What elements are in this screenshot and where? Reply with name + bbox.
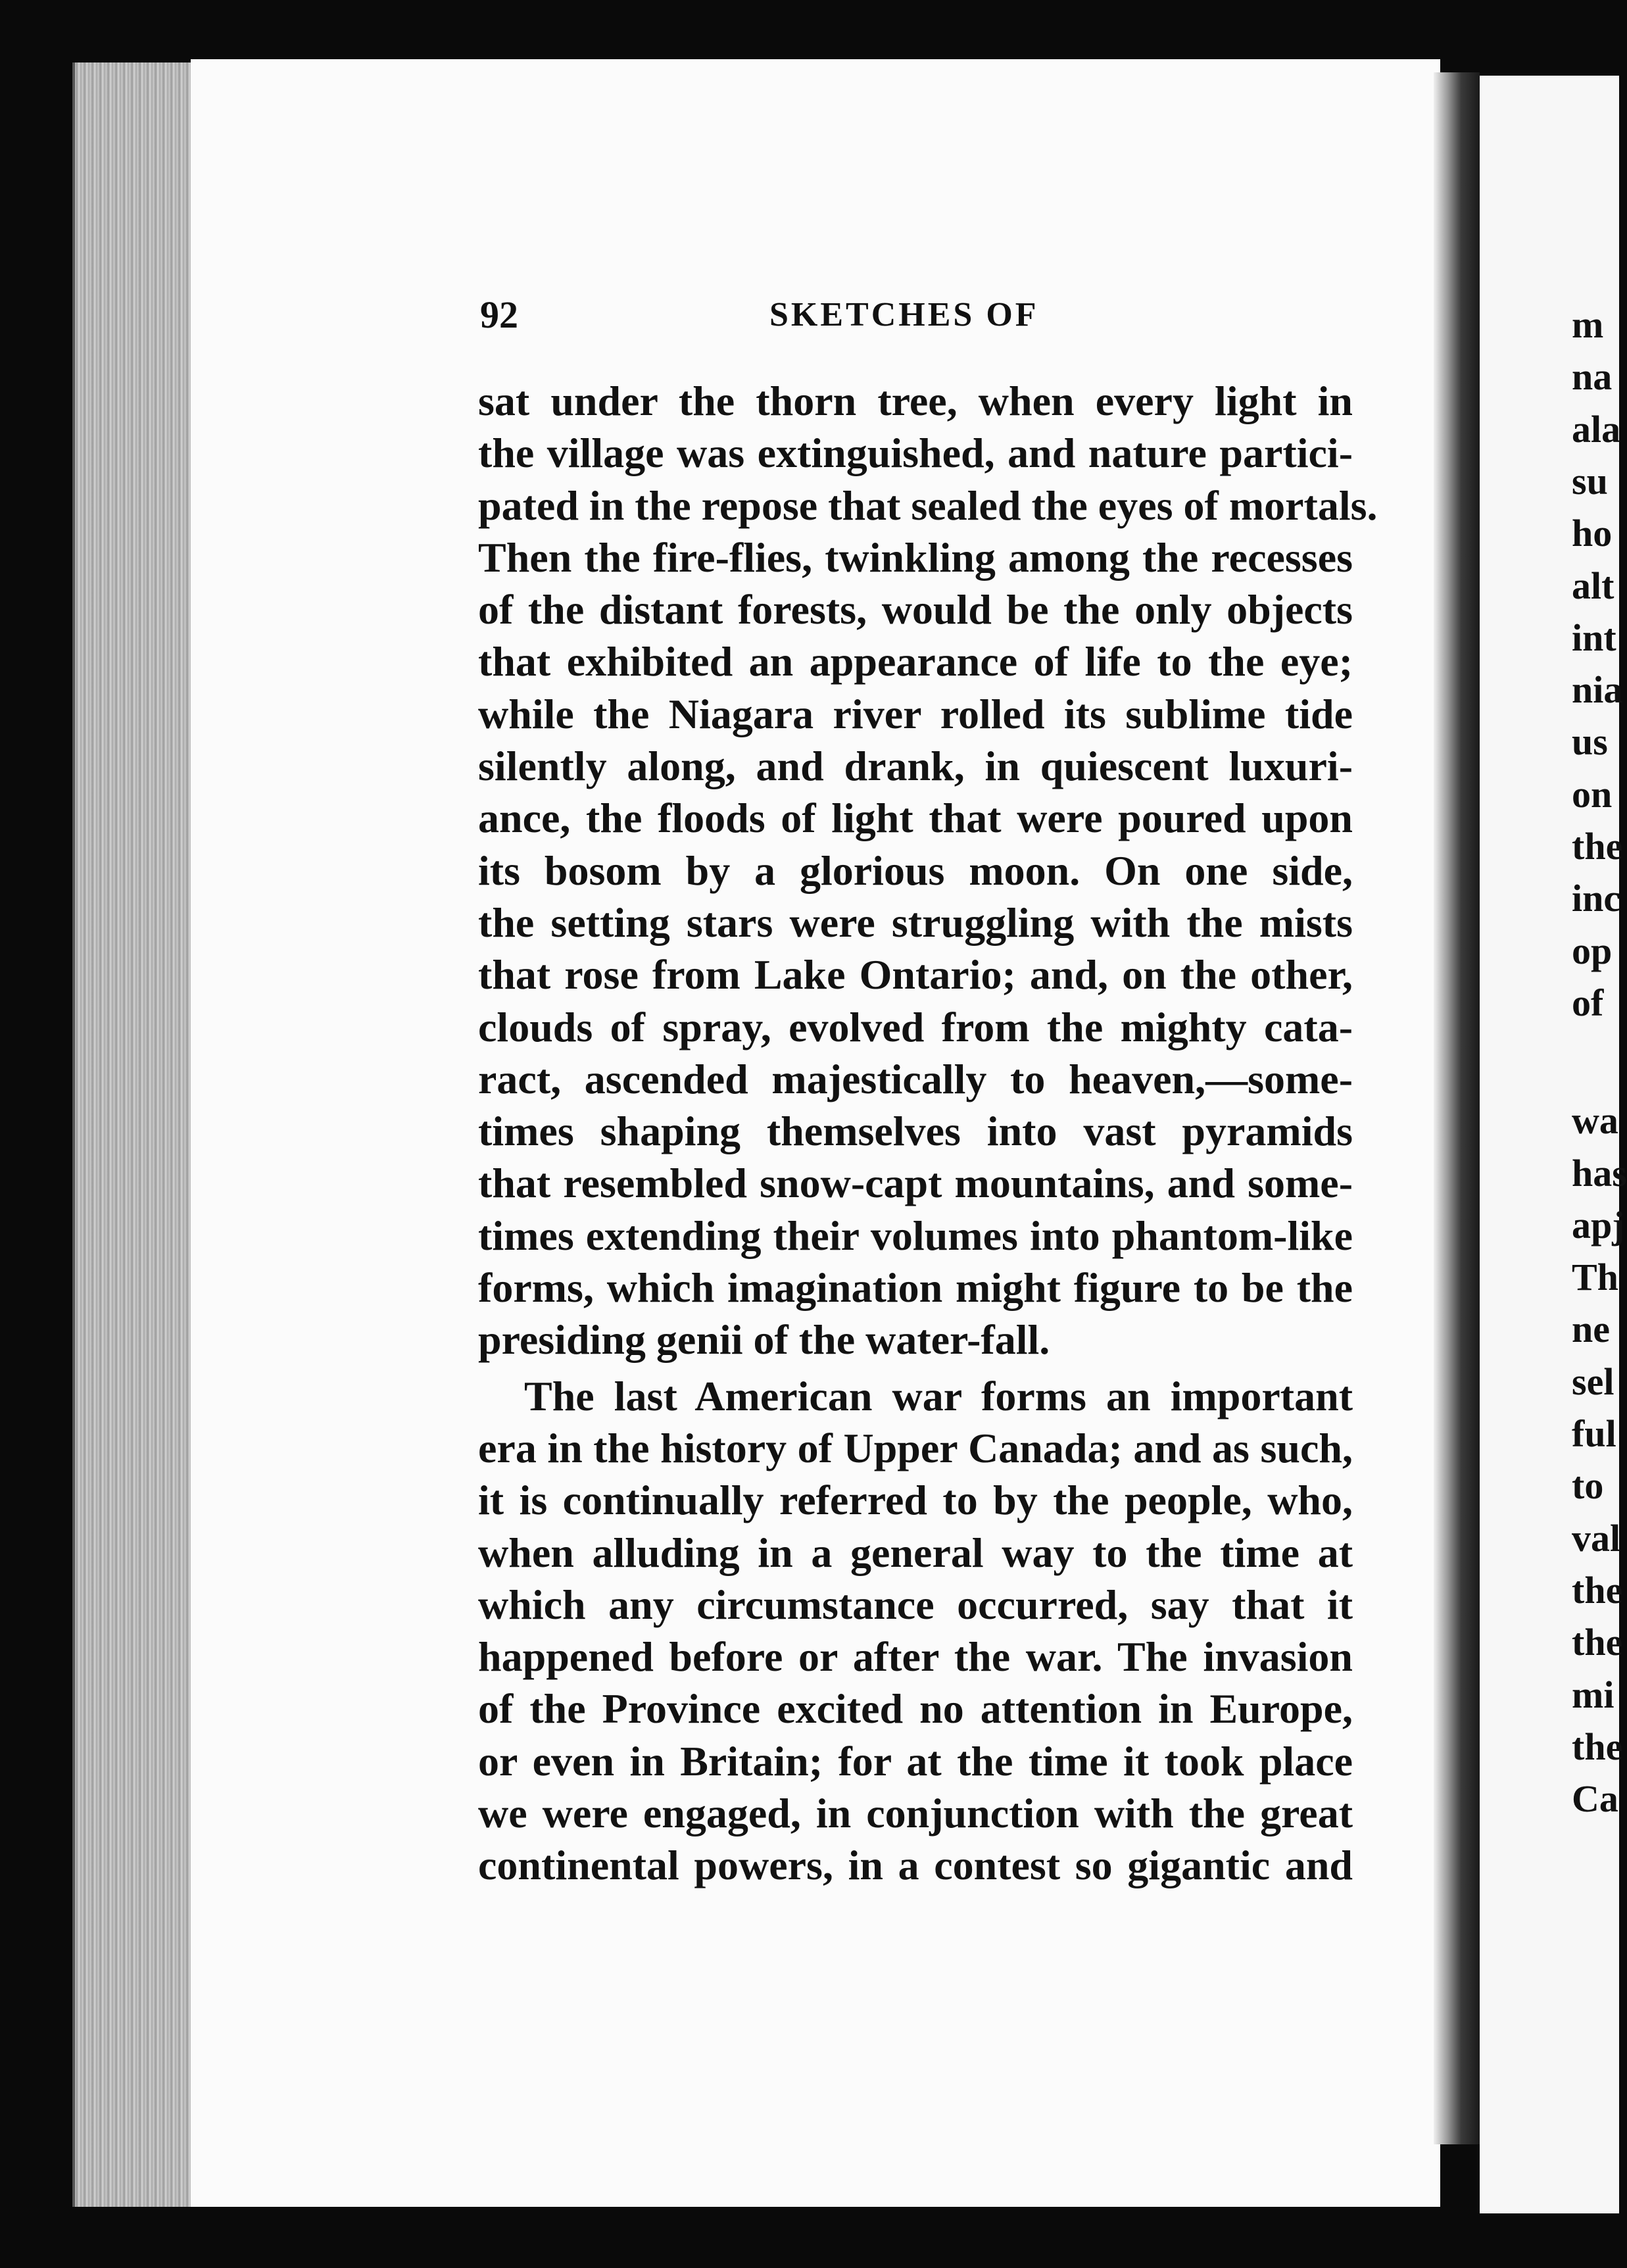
body-text — [478, 375, 1378, 1892]
text-line: silently along, and drank, in quiescent luxuri- — [478, 743, 1353, 790]
next-page-text-fragment: nia — [1572, 668, 1623, 712]
next-page-text-fragment: inc — [1572, 877, 1621, 920]
next-page-text-fragment: val — [1572, 1516, 1621, 1560]
next-page-text-fragment: the — [1572, 825, 1623, 868]
next-page-text-fragment: Th — [1572, 1256, 1618, 1299]
text-line: ance, the floods of light that were poured upon — [478, 795, 1353, 842]
text-line: or even in Britain; for at the time it took place — [478, 1737, 1353, 1785]
next-page-text-fragment: to — [1572, 1464, 1604, 1508]
next-page-text-fragment: Ca — [1572, 1777, 1618, 1821]
book-fore-edge — [72, 62, 200, 2207]
next-page-text-fragment: mi — [1572, 1673, 1615, 1716]
next-page-text-fragment: the — [1572, 1621, 1623, 1664]
text-line: that resembled snow-capt mountains, and some- — [478, 1160, 1353, 1207]
text-line: pated in the repose that sealed the eyes of mortals. — [478, 481, 1378, 529]
next-page-text-fragment: the — [1572, 1725, 1623, 1768]
text-line: forms, which imagination might figure to be the — [478, 1264, 1353, 1312]
next-page-text-fragment: on — [1572, 772, 1613, 816]
next-page-text-fragment: ne — [1572, 1308, 1610, 1351]
text-line: Then the fire-flies, twinkling among the recesses — [478, 533, 1353, 581]
next-page-text-fragment: the — [1572, 1568, 1623, 1612]
next-page-text-fragment: us — [1572, 720, 1608, 764]
text-line: The last American war forms an important — [524, 1372, 1353, 1419]
text-line: the village was extinguished, and nature partici- — [478, 430, 1353, 477]
text-line: we were engaged, in conjunction with the great — [478, 1790, 1353, 1837]
next-page-text-fragment: ho — [1572, 512, 1613, 555]
text-line: its bosom by a glorious moon. On one side, — [478, 847, 1353, 894]
next-page-text-fragment: wa — [1572, 1099, 1618, 1143]
page-number: 92 — [480, 293, 518, 336]
next-page-text-fragment: ala — [1572, 407, 1621, 451]
next-page-text-fragment: int — [1572, 616, 1616, 659]
next-page-text-fragment: alt — [1572, 564, 1615, 607]
text-line: clouds of spray, evolved from the mighty cata- — [478, 1003, 1353, 1050]
next-page-text-fragment: m — [1572, 303, 1604, 346]
text-line: happened before or after the war. The invasion — [478, 1633, 1353, 1681]
next-page-text-fragment: has — [1572, 1151, 1627, 1195]
page-header — [480, 293, 1355, 345]
text-line: the setting stars were struggling with the mists — [478, 899, 1353, 946]
text-line: that exhibited an appearance of life to the eye; — [478, 638, 1353, 685]
text-line: continental powers, in a contest so gigantic and — [478, 1842, 1353, 1889]
next-page-text-fragment: of — [1572, 981, 1604, 1024]
text-line: era in the history of Upper Canada; and as such, — [478, 1424, 1353, 1471]
next-page-text-fragment: ful — [1572, 1412, 1616, 1455]
text-line: ract, ascended majestically to heaven,—some- — [478, 1055, 1353, 1102]
text-line: presiding genii of the water-fall. — [478, 1316, 1050, 1364]
text-line: sat under the thorn tree, when every light in — [478, 378, 1353, 424]
next-page-text-fragment: na — [1572, 355, 1613, 399]
next-page-text-fragment: su — [1572, 459, 1608, 503]
book-page-right-fragment — [1480, 76, 1627, 2213]
text-line: times extending their volumes into phantom-like — [478, 1212, 1353, 1259]
text-line: times shaping themselves into vast pyramids — [478, 1108, 1353, 1155]
text-line: it is continually referred to by the people, who, — [478, 1477, 1353, 1524]
next-page-text-fragment: op — [1572, 929, 1613, 972]
text-line: which any circumstance occurred, say that it — [478, 1581, 1353, 1628]
text-line: of the Province excited no attention in Europe, — [478, 1685, 1353, 1733]
text-line: that rose from Lake Ontario; and, on the other, — [478, 951, 1353, 998]
next-page-text-fragment: sel — [1572, 1360, 1615, 1403]
text-line: when alluding in a general way to the time at — [478, 1529, 1353, 1576]
text-line: of the distant forests, would be the only objects — [478, 586, 1353, 633]
next-page-text-fragment: apj — [1572, 1203, 1625, 1246]
text-line: while the Niagara river rolled its sublime tide — [478, 690, 1353, 737]
running-head: SKETCHES OF — [769, 296, 1039, 333]
book-gutter — [1434, 72, 1480, 2144]
